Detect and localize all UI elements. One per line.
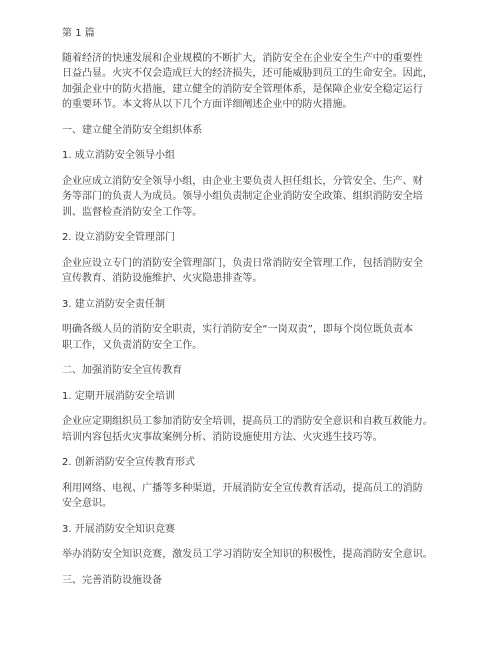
subheading-line: 3. 开展消防安全知识竞赛	[62, 523, 175, 535]
section-heading	[62, 363, 440, 379]
paragraph-line: 的重要环节。本文将从以下几个方面详细阐述企业中的防火措施。	[62, 99, 353, 110]
section-heading	[62, 123, 440, 139]
subheading	[62, 230, 440, 246]
paragraph-line: 训、监督检查消防安全工作等。	[62, 206, 203, 218]
paragraph	[62, 547, 440, 563]
page-label: 第 1 篇	[62, 28, 95, 39]
paragraph	[62, 51, 440, 113]
subheading	[62, 297, 440, 313]
section-heading	[62, 573, 440, 589]
paragraph-line: 日益凸显。火灾不仅会造成巨大的经济损失，还可能威胁到员工的生命安全。因此，	[62, 68, 433, 79]
paragraph	[62, 481, 440, 512]
section-heading-line: 三、完善消防设施设备	[62, 574, 163, 586]
paragraph-line: 企业应设立专门的消防安全管理部门，负责日常消防安全管理工作，包括消防安全	[62, 257, 423, 269]
paragraph-line: 务等部门的负责人为成员。领导小组负责制定企业消防安全政策、组织消防安全培	[62, 191, 423, 202]
subheading-line: 1. 定期开展消防安全培训	[62, 390, 175, 402]
paragraph-line: 举办消防安全知识竞赛，激发员工学习消防安全知识的积极性，提高消防安全意识。	[62, 549, 433, 560]
paragraph-line: 企业应定期组织员工参加消防安全培训，提高员工的消防安全意识和自救互救能力。	[62, 416, 433, 427]
paragraph-line: 企业应成立消防安全领导小组，由企业主要负责人担任组长，分管安全、生产、财	[62, 175, 423, 187]
paragraph	[62, 322, 440, 353]
section-heading-line: 一、建立健全消防安全组织体系	[62, 124, 203, 136]
paragraph	[62, 256, 440, 287]
paragraph-line: 利用网络、电视、广播等多种渠道，开展消防安全宣传教育活动，提高员工的消防	[62, 482, 423, 494]
paragraph-line: 明确各级人员的消防安全职责，实行消防安全“一岗双责”，即每个岗位既负责本	[62, 324, 414, 335]
subheading-line: 3. 建立消防安全责任制	[62, 298, 165, 310]
subheading-line: 2. 创新消防安全宣传教育形式	[62, 457, 196, 468]
document-body	[62, 51, 440, 589]
paragraph-line: 职工作，又负责消防安全工作。	[62, 339, 203, 351]
section-heading-line: 二、加强消防安全宣传教育	[62, 365, 183, 376]
paragraph-line: 宣传教育、消防设施维护、火灾隐患排查等。	[62, 273, 263, 284]
subheading-line: 1. 成立消防安全领导小组	[62, 150, 175, 161]
paragraph	[62, 174, 440, 221]
paragraph-line: 培训内容包括火灾事故案例分析、消防设施使用方法、火灾逃生技巧等。	[62, 431, 383, 443]
subheading	[62, 522, 440, 538]
subheading	[62, 389, 440, 405]
subheading-line: 2. 设立消防安全管理部门	[62, 232, 175, 243]
subheading	[62, 455, 440, 471]
paragraph-line: 随着经济的快速发展和企业规模的不断扩大，消防安全在企业安全生产中的重要性	[62, 52, 423, 64]
paragraph-line: 安全意识。	[62, 498, 113, 509]
paragraph	[62, 414, 440, 445]
subheading	[62, 148, 440, 164]
paragraph-line: 加强企业中的防火措施，建立健全的消防安全管理体系，是保障企业安全稳定运行	[62, 83, 423, 95]
